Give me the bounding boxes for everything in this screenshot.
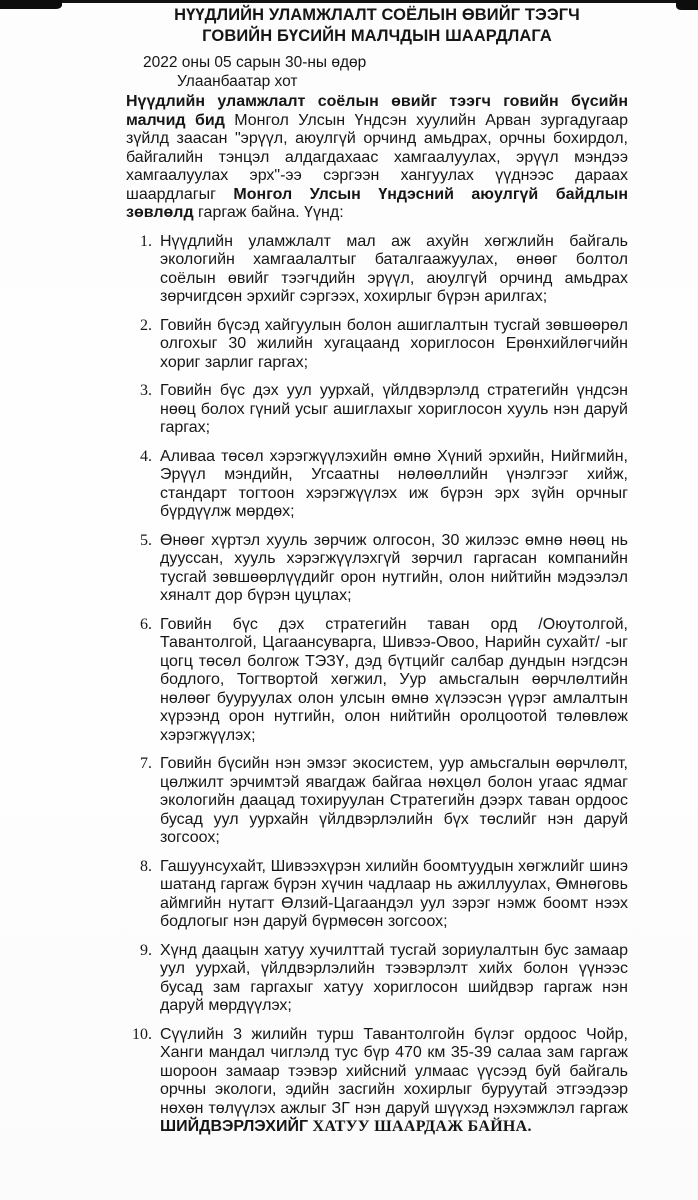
demand-bold-emphasis: ШИЙДВЭРЛЭХИЙГ [160, 1118, 313, 1135]
demand-text: Аливаа төсөл хэрэгжүүлэхийн өмнө Хүний эрхийн, Нийгмийн, Эрүүл мэндийн, Угсаатны нөлөөллийн үнэлгээг хийж, стандарт тогтоон хэрэгжүүлэх иж бүрэн эрх зүйн орчныг бүрдүүлж мөрдөх; [160, 447, 628, 520]
city-line: Улаанбаатар хот [177, 73, 298, 90]
intro-body-2: гаргаж байна. Үүнд: [193, 204, 344, 221]
demand-number: 1. [140, 232, 152, 250]
demand-item [126, 1026, 628, 1137]
demand-text: Сүүлийн 3 жилийн турш Тавантолгойн бүлэг ордоос Чойр, Ханги мандал чиглэлд тус бүр 470 км 35-39 салаа зам гаргаж шороон замаар тээвэр хийсний улмаас үүсээд буй байгаль орчны экологи, эдийн засгийн хохирлыг буруутай этгээдээр нөхөн төлүүлэх ажлыг ЗГ нэн даруй шүүхэд нэхэмжлэл гаргаж [160, 1025, 628, 1117]
date-line: 2022 оны 05 сарын 30-ны өдөр [143, 54, 367, 71]
document-title [126, 5, 628, 47]
demand-text: Гашуунсухайт, Шивээхүрэн хилийн боомтуудын хөгжлийг шинэ шатанд гаргаж бүрэн хүчин чадлаар нь ажиллуулах, Өмнөговь аймгийн нутагт Өлзий-Цагаандэл уул зэрэг нэмж боомт нээх бодлогыг нэн даруй бүрмөсөн зогсоох; [160, 857, 628, 930]
demand-number: 6. [140, 615, 152, 633]
demand-number: 9. [140, 941, 152, 959]
demand-number: 4. [140, 447, 152, 465]
intro-bold-lead: Нүүдлийн уламжлалт соёлын өвийг тээгч говийн бүсийн малчид бид [126, 93, 628, 129]
demand-number: 8. [140, 857, 152, 875]
demand-text: Говийн бүсийн нэн эмзэг экосистем, уур амьсгалын өөрчлөлт, цөлжилт эрчимтэй явагдаж байгаа нөхцөл болон угаас ядмаг экологийн даацад тохируулан Стратегийн дээрх таван ордоос бусад уул уурхайн үйлдвэрлэлийн бүх төслийг нэн даруй зогсоох; [160, 755, 628, 846]
intro-paragraph [126, 93, 628, 223]
demand-text: Говийн бүс дэх уул уурхай, үйлдвэрлэлд стратегийн үндсэн нөөц болох гүний усыг ашиглахыг хориглосон хууль нэн даруй гаргах; [160, 382, 628, 436]
demand-number: 7. [140, 755, 152, 772]
demand-text: Говийн бүсэд хайгуулын болон ашиглалтын тусгай зөвшөөрөл олгохыг 30 жилийн хугацаанд хориглосон Ерөнхийлөгчийн хориг зарлиг гаргах; [160, 316, 628, 371]
demand-item [126, 942, 628, 1016]
demand-number: 10. [132, 1025, 152, 1043]
demand-text: Нүүдлийн уламжлалт мал аж ахуйн хөгжлийн байгаль экологийн хамгаалалтыг баталгаажуулах, өнөөг болтол соёлын өвийг тээгчдийн эрүүл, аюулгүй орчинд амьдрах зөрчигдсөн эрхийг сэргээх, хохирлыг бүрэн арилгах; [160, 232, 628, 305]
document-title-line2: ГОВИЙН БҮСИЙН МАЛЧДЫН ШААРДЛАГА [202, 27, 552, 45]
demand-text: Хүнд даацын хатуу хучилттай тусгай зориулалтын бус замаар уул уурхай, үйлдвэрлэлийн тээвэрлэлт хийх болон үүнээс бусад зам гаргахыг хатуу хориглосон шийдвэр гаргаж нэн даруй мөрдүүлэх; [160, 941, 628, 1014]
demand-text: Өнөөг хүртэл хууль зөрчиж олгосон, 30 жилээс өмнө нөөц нь дууссан, хууль хэрэгжүүлэхгүй зөрчил гаргасан компанийн тусгай зөвшөөрлүүдийг орон нутгийн, олон нийтийн мэдээлэл хяналт дор бүрэн цуцлах; [160, 531, 628, 604]
demand-number: 5. [140, 531, 152, 549]
demand-text: Говийн бүс дэх стратегийн таван орд /Оюутолгой, Тавантолгой, Цагаансуварга, Шивээ-Овоо, Нарийн сухайт/ -ыг цогц төсөл болгож ТЭЗҮ, дэд бүтцийг салбар дундын нэгдсэн бодлого, Тогтвортой хөгжил, Уур амьсгалын өөрчлөлтийн нөлөөг бууруулах олон улсын өмнө хүлээсэн үүрэг амлалтын хүрээнд орон нутгийн, олон нийтийн оролцоотой төлөвлөж хэрэгжүүлэх; [160, 615, 628, 744]
demand-number: 3. [140, 382, 152, 399]
document-title-line1: НҮҮДЛИЙН УЛАМЖЛАЛТ СОЁЛЫН ӨВИЙГ ТЭЭГЧ [174, 6, 580, 24]
demand-item [126, 858, 628, 932]
demand-item [126, 317, 628, 373]
demand-item [126, 448, 628, 522]
demand-number: 2. [140, 316, 152, 334]
demand-bold-serif-closing: ХАТУУ ШААРДАЖ БАЙНА. [312, 1118, 532, 1135]
demand-item [126, 755, 628, 848]
demand-item [126, 616, 628, 746]
demand-item [126, 382, 628, 438]
demand-item [126, 532, 628, 606]
intro-bold-mid: Монгол Улсын Үндэсний аюулгүй байдлын зөвлөлд [126, 185, 628, 221]
intro-body-1: Монгол Улсын Үндсэн хуулийн Арван зургадугаар зүйлд заасан "эрүүл, аюулгүй орчинд амьдрах, орчны бохирдол, байгалийн тэнцэл алдагдахаас хамгаалуулах, эрүүл мэндээ хамгаалуулах эрх"-ээ сэргээн хангуулах үүднээс дараах шаардлагыг [126, 111, 629, 203]
demand-item [126, 233, 628, 307]
demand-list [126, 233, 628, 1137]
